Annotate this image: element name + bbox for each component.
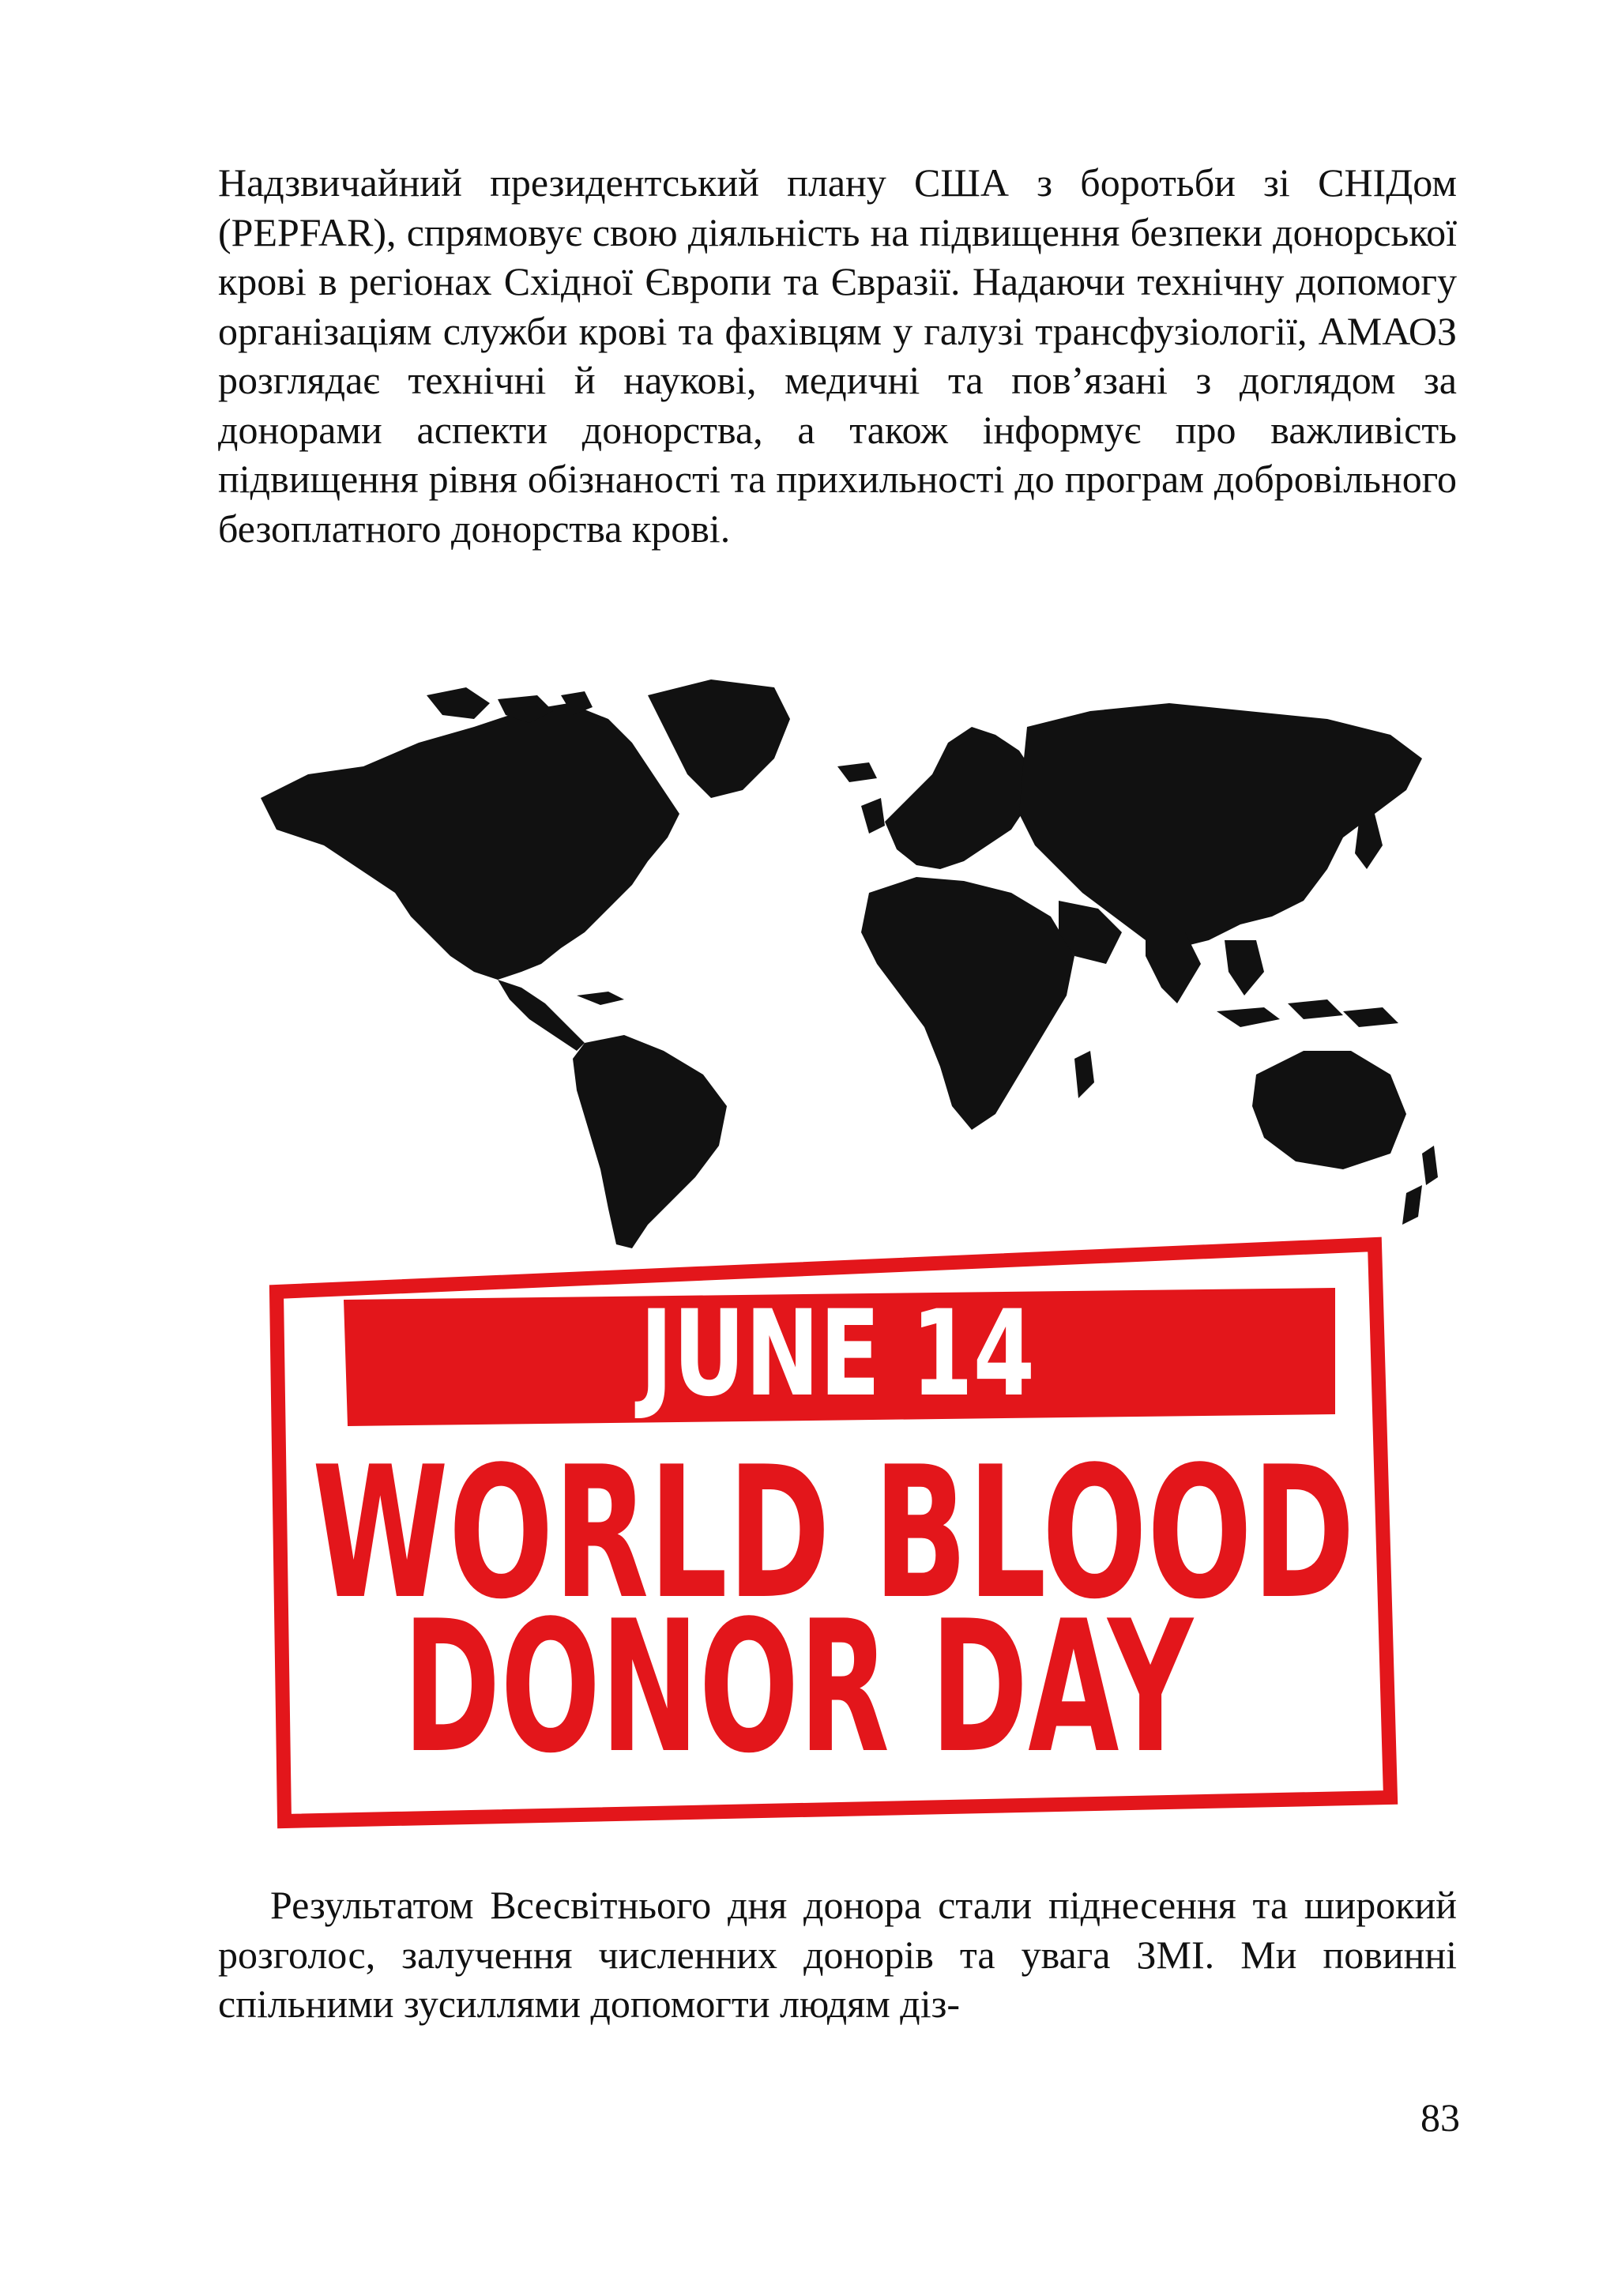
- stamp-line-2: DONOR DAY: [403, 1583, 1195, 1794]
- page-number: 83: [1420, 2095, 1460, 2140]
- paragraph-text: Результатом Всесвітнього дня донора стали піднесення та широкий розголос, залучення численних донорів та увага ЗМІ. Ми повинні спільними зусиллями допомогти людям діз-: [218, 1883, 1457, 2026]
- world-blood-donor-day-figure: [237, 679, 1438, 1833]
- africa-shape: [861, 877, 1074, 1130]
- body-paragraph-top: [218, 158, 1457, 553]
- stamp-line-1: WORLD BLOOD: [312, 1428, 1355, 1639]
- world-map-image: [237, 679, 1438, 1248]
- greenland-shape: [648, 679, 790, 798]
- paragraph-text: Надзвичайний президентський плану США з боротьби зі СНІДом (PEPFAR), спрямовує свою діяльність на підвищення безпеки донорської крові в регіонах Східної Європи та Євразії. Надаючи технічну допомогу організаціям служби крові та фахівцям у галузі трансфузіології, АМАОЗ розглядає технічні й наукові, медичні та пов’язані з доглядом за донорами аспекти донорства, а також інформує про важливість підвищення рівня обізнаності та прихильності до програм добровільного безоплатного донорства крові.: [218, 160, 1457, 551]
- europe-shape: [885, 727, 1035, 869]
- body-paragraph-bottom: [218, 1880, 1457, 2029]
- world-blood-donor-day-stamp: [269, 1244, 1398, 1821]
- date-text: JUNE 14: [634, 1285, 1035, 1423]
- north-america-shape: [261, 703, 679, 980]
- australia-shape: [1252, 1051, 1406, 1169]
- south-america-shape: [573, 1035, 727, 1248]
